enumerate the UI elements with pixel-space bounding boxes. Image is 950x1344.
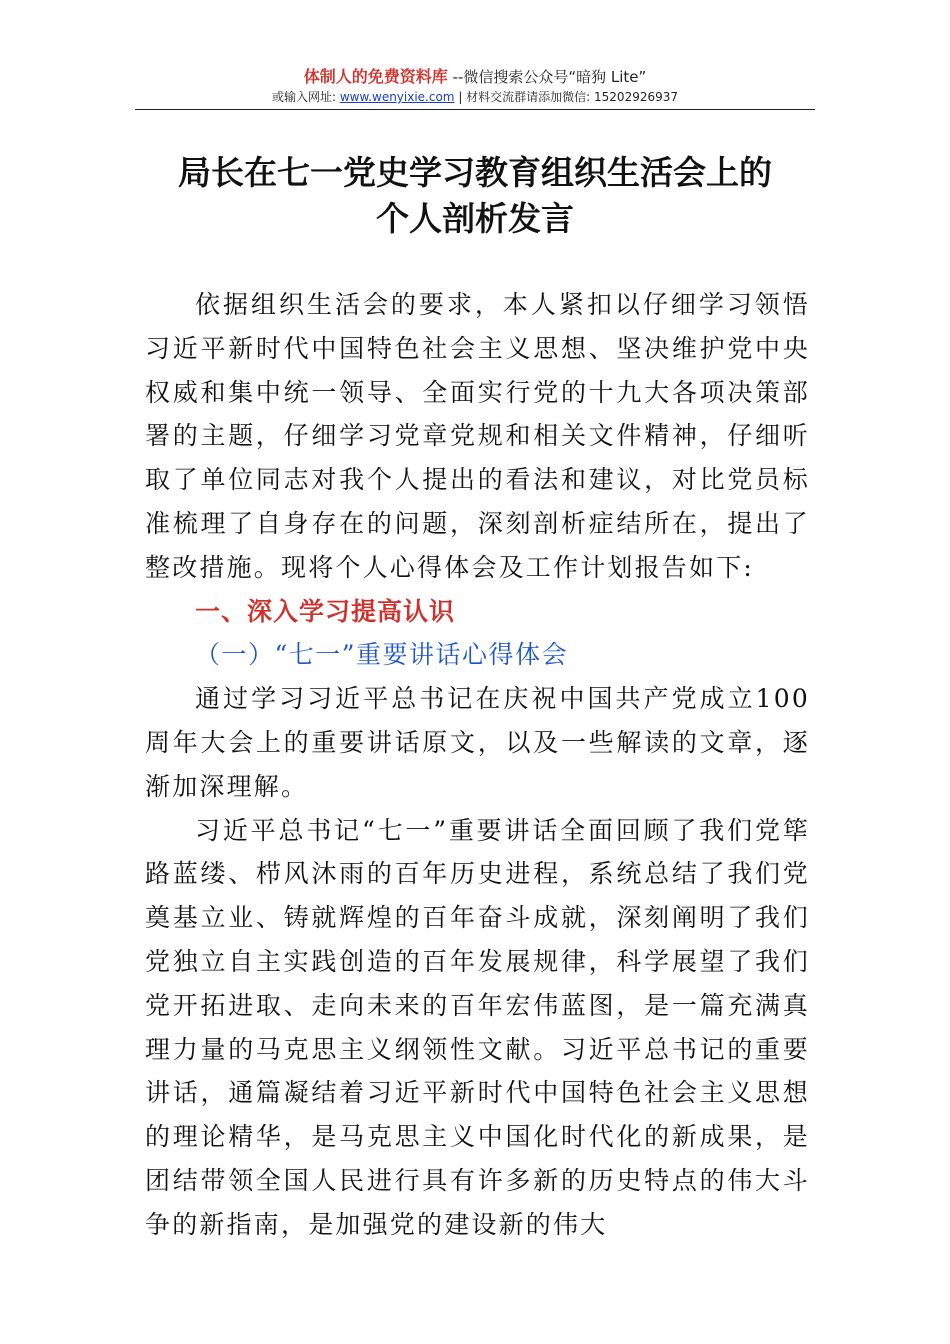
page-header [135,66,815,106]
header-contact: | 材料交流群请添加微信: 15202926937 [454,90,679,104]
title-line-2: 个人剖析发言 [376,199,574,238]
header-brand: 体制人的免费资料库 [303,67,448,86]
header-url-prefix: 或输入网址: [271,90,340,104]
document-body [145,283,810,1247]
header-line-2 [135,88,815,106]
header-subtitle: --微信搜索公众号“暗狗 Lite” [447,68,647,86]
document-title [95,150,855,242]
body-paragraph-1: 通过学习习近平总书记在庆祝中国共产党成立100周年大会上的重要讲话原文，以及一些解读的文章，逐渐加深理解。 [145,684,810,801]
header-line-1 [135,66,815,88]
header-url-link[interactable]: www.wenyixie.com [339,90,455,104]
intro-paragraph: 依据组织生活会的要求，本人紧扣以仔细学习领悟习近平新时代中国特色社会主义思想、坚决维护党中央权威和集中统一领导、全面实行党的十九大各项决策部署的主题，仔细学习党章党规和相关文件精神，仔细听取了单位同志对我个人提出的看法和建议，对比党员标准梳理了自身存在的问题，深刻剖析症结所在，提出了整改措施。现将个人心得体会及工作计划报告如下: [145,290,810,582]
header-divider [135,109,815,110]
subsection-heading-1: （一）“七一”重要讲话心得体会 [195,640,569,670]
title-line-1: 局长在七一党史学习教育组织生活会上的 [178,153,772,192]
body-paragraph-2: 习近平总书记“七一”重要讲话全面回顾了我们党筚路蓝缕、栉风沐雨的百年历史进程，系统总结了我们党奠基立业、铸就辉煌的百年奋斗成就，深刻阐明了我们党独立自主实践创造的百年发展规律，科学展望了我们党开拓进取、走向未来的百年宏伟蓝图，是一篇充满真理力量的马克思主义纲领性文献。习近平总书记的重要讲话，通篇凝结着习近平新时代中国特色社会主义思想的理论精华，是马克思主义中国化时代化的新成果，是团结带领全国人民进行具有许多新的历史特点的伟大斗争的新指南，是加强党的建设新的伟大 [145,815,810,1239]
section-heading-1: 一、深入学习提高认识 [195,596,456,626]
